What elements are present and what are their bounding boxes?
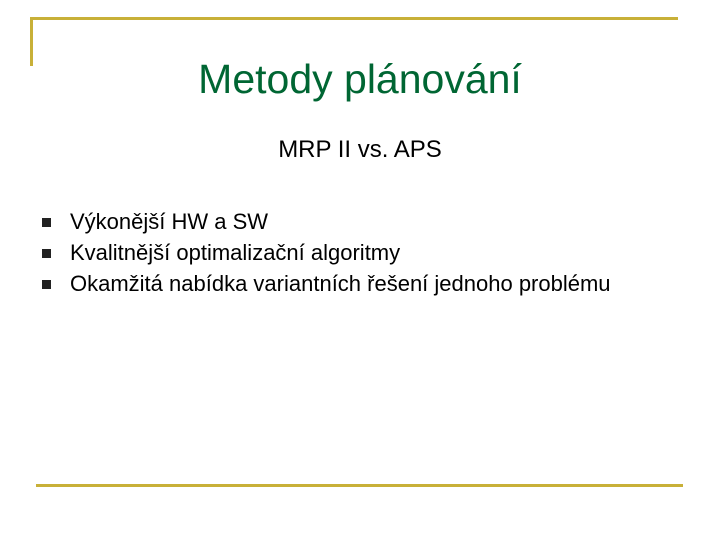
bullet-item: [42, 239, 662, 266]
bullet-list: [42, 208, 662, 301]
top-accent-line: [30, 17, 678, 20]
square-bullet-icon: [42, 280, 51, 289]
slide-title: Metody plánování: [198, 56, 522, 103]
square-bullet-icon: [42, 218, 51, 227]
bullet-text: Kvalitnější optimalizační algoritmy: [70, 240, 401, 265]
bullet-text: Okamžitá nabídka variantních řešení jednoho problému: [70, 271, 611, 296]
square-bullet-icon: [42, 249, 51, 258]
slide-subtitle: MRP II vs. APS: [278, 136, 442, 163]
bullet-item: [42, 270, 662, 297]
bottom-accent-line: [36, 484, 683, 487]
bullet-text: Výkonější HW a SW: [70, 209, 269, 234]
bullet-item: [42, 208, 662, 235]
